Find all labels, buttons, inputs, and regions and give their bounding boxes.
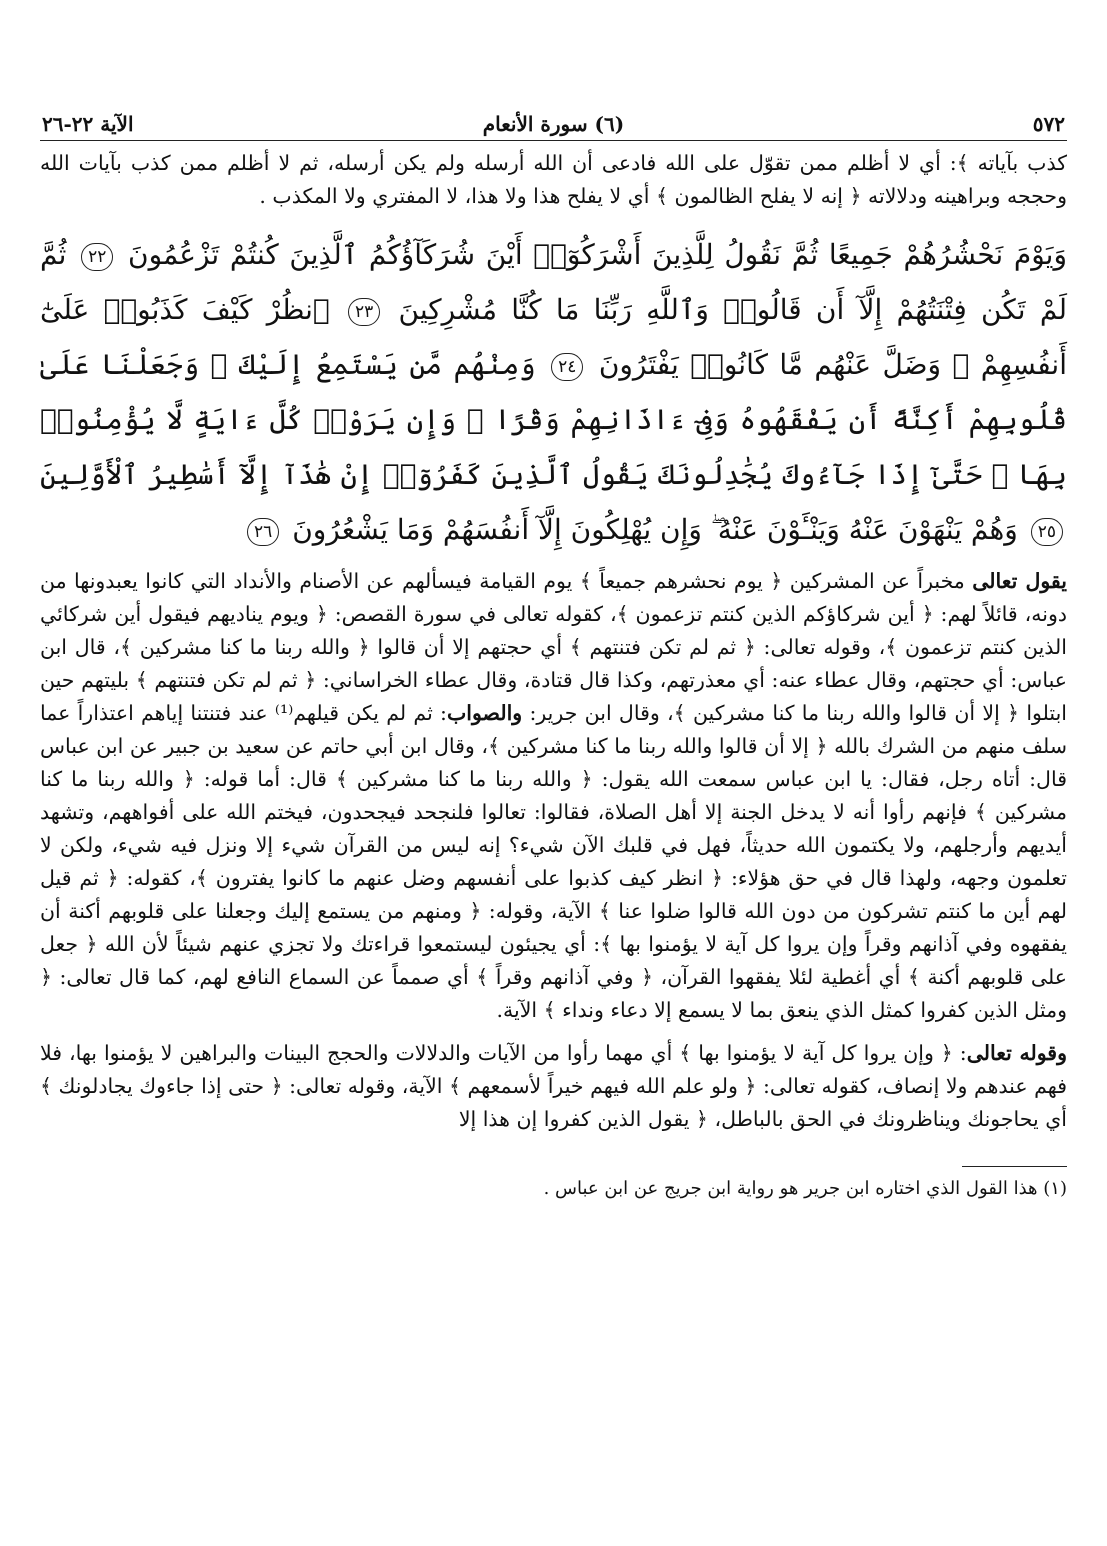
commentary-text: : ﴿ وإن يروا كل آية لا يؤمنوا بها ﴾ أي مهما رأوا من الآيات والدلالات والحجج البينات والبراهين لا يؤمنوا بها، فلا فهم عندهم ولا إنصاف، كقوله تعالى: ﴿ ولو علم الله فيهم خيراً لأسمعهم ﴾ الآية، وقوله تعالى: ﴿ حتى إذا جاءوك يجادلونك ﴾ أي يحاجونك ويناظرونك في الحق بالباطل، ﴿ يقول الذين كفروا إن هذا إلا [40,1041,1067,1131]
verse-number: ٢٢ [81,243,113,271]
verse-text: ٱنظُرْ كَيْفَ كَذَبُوا۟ عَلَىٰٓ أَنفُسِهِمْ ۚ وَضَلَّ عَنْهُم مَّا كَانُوا۟ يَفْتَرُونَ [40,293,1067,381]
verse-number: ٢٤ [551,353,583,381]
commentary-bold: والصواب [446,701,523,725]
verse-text: وَهُمْ يَنْهَوْنَ عَنْهُ وَيَنْـَٔوْنَ عَنْهُ ۖ وَإِن يُهْلِكُونَ إِلَّآ أَنفُسَهُمْ وَمَا يَشْعُرُونَ [292,513,1018,546]
footnote-divider [962,1166,1067,1167]
commentary-text: : ثم لم يكن قيلهم⁽¹⁾ عند فتنتنا إياهم اعتذاراً عما سلف منهم من الشرك بالله ﴿ إلا أن قالوا والله ربنا ما كنا مشركين ﴾، وقال ابن أبي حاتم عن سعيد بن جبير عن ابن عباس قال: أتاه رجل، فقال: يا ابن عباس سمعت الله يقول: ﴿ والله ربنا ما كنا مشركين ﴾ قال: أما قوله: ﴿ والله ربنا ما كنا مشركين ﴾ فإنهم رأوا أنه لا يدخل الجنة إلا أهل الصلاة، فقالوا: تعالوا فلنجحد فيجحدون، فيختم الله على أفواههم، وتشهد أيديهم وأرجلهم، ولا يكتمون الله حديثاً، فهل في قلبك الآن شيء؟ إنه ليس من القرآن شيء إلا ونزل فيه شيء، ولكن لا تعلمون وجهه، ولهذا قال في حق هؤلاء: ﴿ انظر كيف كذبوا على أنفسهم وضل عنهم ما كانوا يفترون ﴾، كقوله: ﴿ ثم قيل لهم أين ما كنتم تشركون من دون الله قالوا ضلوا عنا ﴾ الآية، وقوله: ﴿ ومنهم من يستمع إليك وجعلنا على قلوبهم أكنة أن يفقهوه وفي آذانهم وقراً وإن يروا كل آية لا يؤمنوا بها ﴾: أي يجيئون ليستمعوا قراءتك ولا تجزي عنهم شيئاً لأن الله ﴿ جعل على قلوبهم أكنة ﴾ أي أغطية لئلا يفقهوا القرآن، ﴿ وفي آذانهم وقراً ﴾ أي صمماً عن السماع النافع لهم، كما قال تعالى: ﴿ ومثل الذين كفروا كمثل الذي ينعق بما لا يسمع إلا دعاء ونداء ﴾ الآية. [40,701,1067,1022]
intro-paragraph: كذب بآياته ﴾: أي لا أظلم ممن تقوّل على الله فادعى أن الله أرسله ولم يكن أرسله، ثم لا أظلم ممن كذب بآيات الله وحججه وبراهينه ودلالاته ﴿ إنه لا يفلح الظالمون ﴾ أي لا يفلح هذا ولا هذا، لا المفتري ولا المكذب . [40,151,1067,208]
verse-number: ٢٥ [1031,518,1063,546]
footnote-text: هذا القول الذي اختاره ابن جرير هو رواية ابن جريج عن ابن عباس . [543,1178,1038,1199]
page-number: ٥٧٢ [1032,112,1065,136]
commentary-lead: يقول تعالى [972,569,1067,593]
verse-text: وَمِنْهُم مَّن يَسْتَمِعُ إِلَيْكَ ۖ وَجَعَلْنَا عَلَىٰ قُلُوبِهِمْ أَكِنَّةً أَن يَفْقَهُوهُ وَفِىٓ ءَاذَانِهِمْ وَقْرًا ۚ وَإِن يَرَوْا۟ كُلَّ ءَايَةٍ لَّا يُؤْمِنُوا۟ بِهَا ۚ حَتَّىٰٓ إِذَا جَآءُوكَ يُجَٰدِلُونَكَ يَقُولُ ٱلَّذِينَ كَفَرُوٓا۟ إِنْ هَٰذَآ إِلَّآ أَسَٰطِيرُ ٱلْأَوَّلِينَ [40,348,1068,491]
verse-number: ٢٦ [247,518,279,546]
commentary-paragraph [40,1037,1067,1136]
commentary-lead: وقوله تعالى [966,1041,1067,1065]
verse-text: ثُمَّ لَمْ تَكُن فِتْنَتُهُمْ إِلَّآ أَن قَالُوا۟ وَٱللَّهِ رَبِّنَا مَا كُنَّا مُشْرِكِينَ [40,238,1067,326]
verse-range: الآية ٢٢-٢٦ [42,112,134,136]
commentary-paragraph [40,565,1067,1027]
commentary-text: مخبراً عن المشركين ﴿ يوم نحشرهم جميعاً ﴾ يوم القيامة فيسألهم عن الأصنام والأنداد التي كانوا يعبدونها من دونه، قائلاً لهم: ﴿ أين شركاؤكم الذين كنتم تزعمون ﴾، كقوله تعالى في سورة القصص: ﴿ ويوم يناديهم فيقول أين شركائي الذين كنتم تزعمون ﴾، وقوله تعالى: ﴿ ثم لم تكن فتنتهم ﴾ أي حجتهم إلا أن قالوا ﴿ والله ربنا ما كنا مشركين ﴾، قال ابن عباس: أي حجتهم، وقال عطاء عنه: أي معذرتهم، وكذا قال قتادة، وقال عطاء الخراساني: ﴿ ثم لم تكن فتنتهم ﴾ بليتهم حين ابتلوا ﴿ إلا أن قالوا والله ربنا ما كنا مشركين ﴾، وقال ابن جرير: [40,569,1067,725]
page [40,100,1067,1203]
surah-title: (٦) سورة الأنعام [482,112,625,136]
page-header [40,100,1067,141]
footnote [40,1175,1067,1203]
footnote-marker: (١) [1043,1178,1067,1199]
quran-verses [40,227,1067,557]
verse-text: وَيَوْمَ نَحْشُرُهُمْ جَمِيعًا ثُمَّ نَقُولُ لِلَّذِينَ أَشْرَكُوٓا۟ أَيْنَ شُرَكَآؤُكُمُ ٱلَّذِينَ كُنتُمْ تَزْعُمُونَ [128,238,1067,271]
verse-number: ٢٣ [348,298,380,326]
